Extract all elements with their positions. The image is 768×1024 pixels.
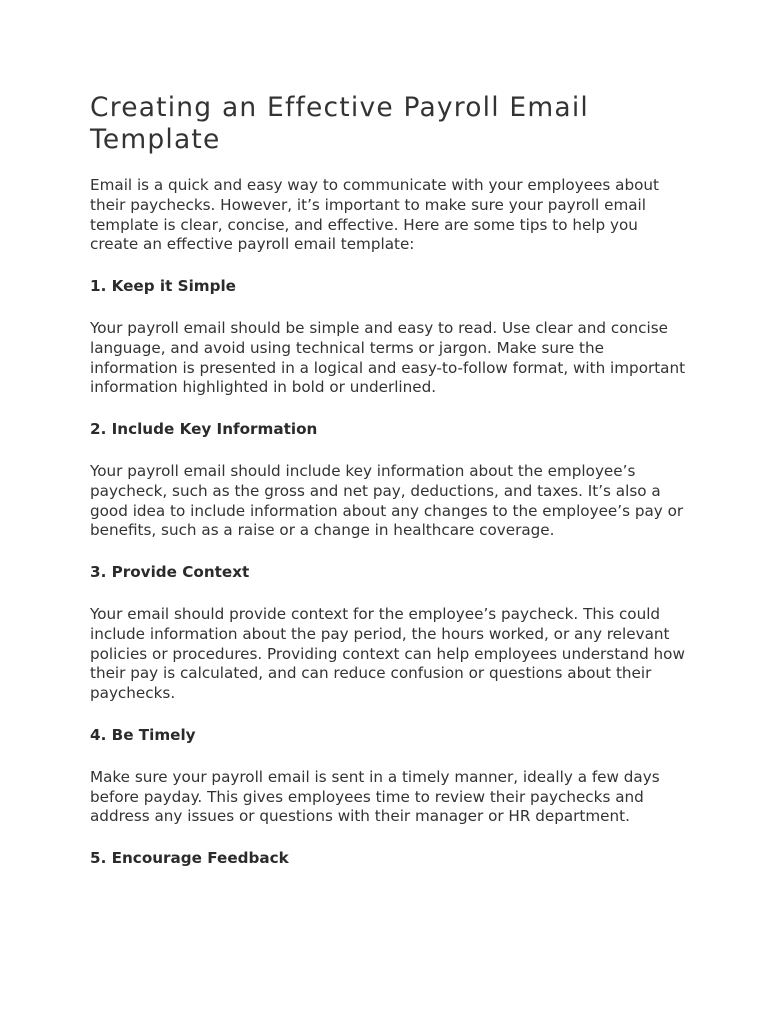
section-heading: 4. Be Timely xyxy=(90,725,196,744)
document-page xyxy=(90,92,690,869)
section-heading: 5. Encourage Feedback xyxy=(90,849,289,868)
section-paragraph: Your payroll email should be simple and easy to read. Use clear and concise language, and avoid using technical terms or jargon. Make sure the information is presented in a logical and easy-to-follow format, with important information highlighted in bold or underlined. xyxy=(90,318,686,397)
section-paragraph: Make sure your payroll email is sent in a timely manner, ideally a few days before payday. This gives employees time to review their paychecks and address any issues or questions with their manager or HR department. xyxy=(90,767,660,826)
section-heading: 3. Provide Context xyxy=(90,563,250,582)
section-heading: 2. Include Key Information xyxy=(90,420,318,439)
section-heading: 1. Keep it Simple xyxy=(90,277,236,296)
page-title: Creating an Effective Payroll Email Template xyxy=(90,92,589,155)
section-paragraph: Your email should provide context for the employee’s paycheck. This could include information about the pay period, the hours worked, or any relevant policies or procedures. Providing context can help employees understand how their pay is calculated, and can reduce confusion or questions about their paychecks. xyxy=(90,604,685,703)
section-encourage-feedback xyxy=(90,849,690,869)
section-keep-it-simple xyxy=(90,277,690,398)
section-be-timely xyxy=(90,726,690,827)
section-provide-context xyxy=(90,563,690,704)
intro-paragraph: Email is a quick and easy way to communicate with your employees about their paychecks. However, it’s important to make sure your payroll email template is clear, concise, and effective. Here are some tips to help you create an effective payroll email template: xyxy=(90,176,659,254)
section-paragraph: Your payroll email should include key information about the employee’s paycheck, such as the gross and net pay, deductions, and taxes. It’s also a good idea to include information about any changes to the employee’s pay or benefits, such as a raise or a change in healthcare coverage. xyxy=(90,461,684,540)
section-include-key-information xyxy=(90,420,690,541)
